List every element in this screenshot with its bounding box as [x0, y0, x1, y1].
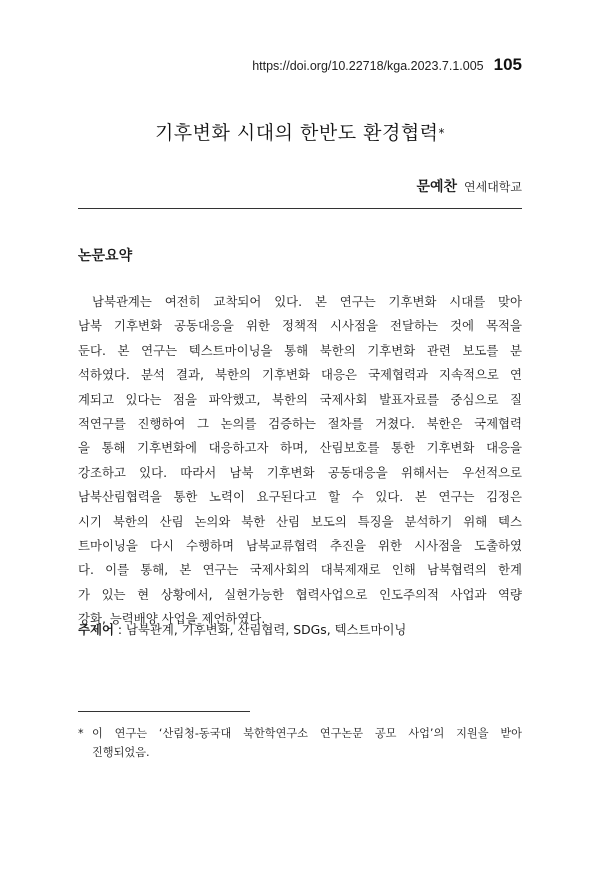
abstract-line: 적연구를 진행하여 그 논의를 검증하는 절차를 거쳤다. 북한은 국제협력 — [78, 415, 522, 431]
footnote-text-continued: 진행되었음. — [92, 746, 150, 759]
author-name: 문예찬 — [416, 179, 458, 195]
footnote-divider — [78, 711, 250, 712]
footnote-mark: * — [78, 727, 84, 740]
footnote — [78, 724, 522, 762]
paper-title — [0, 118, 600, 145]
abstract-line: 석하였다. 분석 결과, 북한의 기후변화 대응은 국제협력과 지속적으로 연 — [78, 367, 522, 383]
doi-link[interactable]: https://doi.org/10.22718/kga.2023.7.1.005 — [252, 59, 484, 73]
abstract-heading: 논문요약 — [78, 248, 133, 264]
title-footnote-mark: * — [438, 126, 446, 140]
abstract-line: 다. 이를 통해, 본 연구는 국제사회의 대북제재로 인해 남북협력의 한계 — [78, 562, 522, 578]
abstract-line: 계되고 있다는 점을 파악했고, 북한의 국제사회 발표자료를 중심으로 질 — [78, 391, 522, 407]
abstract-line: 시기 북한의 산림 논의와 북한 산림 보도의 특징을 분석하기 위해 텍스 — [78, 513, 522, 529]
author-affiliation: 연세대학교 — [464, 180, 522, 194]
footnote-text: 이 연구는 ‘산림청-동국대 북한학연구소 연구논문 공모 사업’의 지원을 받아 — [92, 727, 522, 740]
paper-title-text: 기후변화 시대의 한반도 환경협력 — [154, 122, 439, 144]
page-number: 105 — [493, 55, 522, 74]
keywords — [78, 620, 406, 638]
abstract-line: 남북산림협력을 통한 노력이 요구된다고 할 수 있다. 본 연구는 김정은 — [78, 489, 522, 505]
abstract-line: 강조하고 있다. 따라서 남북 기후변화 공동대응을 위해서는 우선적으로 — [78, 464, 522, 480]
abstract-line: 둔다. 본 연구는 텍스트마이닝을 통해 북한의 기후변화 관련 보도를 분 — [78, 342, 522, 358]
running-header — [252, 55, 522, 75]
abstract-body — [78, 290, 522, 631]
abstract-line: 트마이닝을 다시 수행하며 남북교류협력 추진을 위한 시사점을 도출하였 — [78, 537, 522, 553]
author-line — [416, 176, 522, 196]
keywords-list: 남북관계, 기후변화, 산림협력, SDGs, 텍스트마이닝 — [125, 622, 407, 637]
abstract-line: 을 통해 기후변화에 대응하고자 하며, 산림보호를 통한 기후변화 대응을 — [78, 440, 522, 456]
abstract-line: 강화, 능력배양 사업을 제언하였다. — [78, 611, 266, 627]
keywords-label: 주제어 — [78, 622, 114, 637]
keywords-separator: : — [113, 622, 126, 637]
abstract-line: 남북관계는 여전히 교착되어 있다. 본 연구는 기후변화 시대를 맞아 — [92, 294, 522, 309]
abstract-line: 남북 기후변화 공동대응을 위한 정책적 시사점을 전달하는 것에 목적을 — [78, 318, 522, 334]
title-divider — [78, 208, 522, 209]
abstract-line: 가 있는 현 상황에서, 실현가능한 협력사업으로 인도주의적 사업과 역량 — [78, 586, 522, 602]
